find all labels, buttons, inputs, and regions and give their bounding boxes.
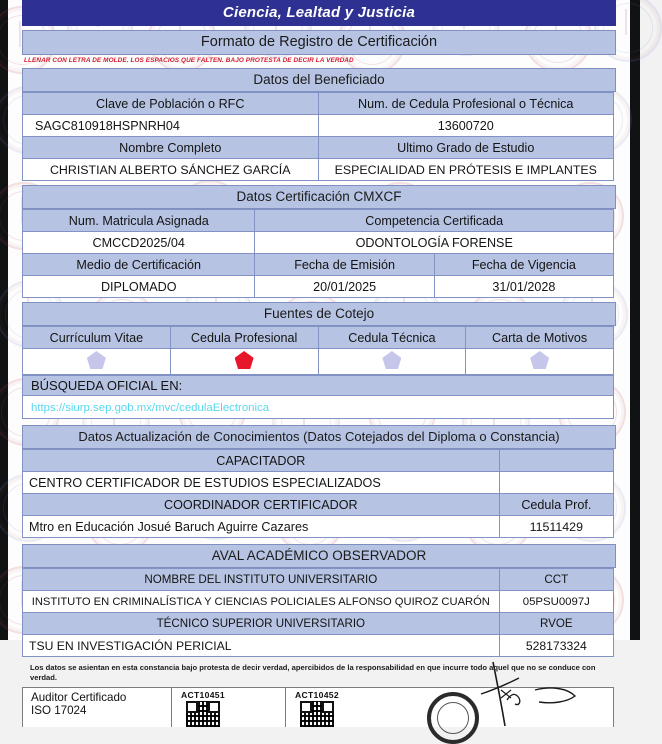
vigencia-label: Fecha de Vigencia (434, 254, 613, 276)
table-row (23, 115, 614, 137)
official-search-link[interactable]: https://siurp.sep.gob.mx/mvc/cedulaElectronica (31, 402, 270, 414)
medio-value: DIPLOMADO (23, 276, 255, 298)
table-row (23, 327, 614, 349)
beneficiary-table (22, 92, 614, 181)
source-label-0: Currículum Vitae (23, 327, 171, 349)
cct-value: 05PSU0097J (499, 591, 613, 613)
emision-label: Fecha de Emisión (255, 254, 434, 276)
degree-value: ESPECIALIDAD EN PRÓTESIS E IMPLANTES (318, 159, 614, 181)
auditor-block (31, 691, 126, 718)
pentagon-icon (382, 351, 401, 369)
footer-signature-box (22, 687, 614, 727)
emision-value: 20/01/2025 (255, 276, 434, 298)
pentagon-icon-selected (235, 351, 254, 369)
table-row (23, 137, 614, 159)
qr-label-0: ACT10451 (181, 689, 225, 700)
vigencia-value: 31/01/2028 (434, 276, 613, 298)
competencia-value: ODONTOLOGÍA FORENSE (255, 232, 614, 254)
competencia-label: Competencia Certificada (255, 210, 614, 232)
sources-table (22, 326, 614, 375)
official-url-row (22, 396, 614, 419)
table-row (23, 232, 614, 254)
cedula-value: 13600720 (318, 115, 614, 137)
table-row (23, 210, 614, 232)
table-row (23, 450, 614, 472)
table-row (23, 494, 614, 516)
knowledge-table (22, 449, 614, 538)
name-label: Nombre Completo (23, 137, 319, 159)
institution-motto: Ciencia, Lealtad y Justicia (22, 0, 616, 26)
rfc-label: Clave de Población o RFC (23, 93, 319, 115)
table-row (23, 472, 614, 494)
section-academic-title: AVAL ACADÉMICO OBSERVADOR (22, 544, 616, 568)
rfc-value: SAGC810918HSPNRH04 (23, 115, 319, 137)
section-sources-title: Fuentes de Cotejo (22, 302, 616, 326)
source-marker-cell-1[interactable] (170, 349, 318, 375)
handwritten-signature (475, 660, 605, 730)
section-beneficiary-title: Datos del Beneficiado (22, 68, 616, 92)
qr-label-1: ACT10452 (295, 689, 339, 700)
source-label-3: Carta de Motivos (466, 327, 614, 349)
capacitador-extra-header (499, 450, 613, 472)
legal-disclaimer: Los datos se asientan en esta constancia bajo protesta de decir verdad, apercibidos de la responsabilidad en que incurre todo aquel que no se conduce con verdad. (30, 663, 596, 683)
qr-code-icon (186, 701, 220, 727)
instituto-value: INSTITUTO EN CRIMINALÍSTICA Y CIENCIAS POLICIALES ALFONSO QUIROZ CUARÓN (23, 591, 500, 613)
academic-table (22, 568, 614, 657)
source-marker-cell-2[interactable] (318, 349, 466, 375)
table-row (23, 349, 614, 375)
matricula-label: Num. Matricula Asignada (23, 210, 255, 232)
coordinador-label: COORDINADOR CERTIFICADOR (23, 494, 500, 516)
degree-label: Ultimo Grado de Estudio (318, 137, 614, 159)
certificate-document (8, 0, 630, 718)
tecnico-value: TSU EN INVESTIGACIÓN PERICIAL (23, 635, 500, 657)
table-row (23, 276, 614, 298)
section-knowledge-title: Datos Actualización de Conocimientos (Datos Cotejados del Diploma o Constancia) (22, 425, 616, 449)
source-label-1: Cedula Profesional (170, 327, 318, 349)
cct-label: CCT (499, 569, 613, 591)
qr-block-1[interactable] (295, 690, 339, 727)
table-row (23, 254, 614, 276)
capacitador-label: CAPACITADOR (23, 450, 500, 472)
pentagon-icon (87, 351, 106, 369)
qr-block-0[interactable] (181, 690, 225, 727)
form-title: Formato de Registro de Certificación (22, 30, 616, 55)
table-row (23, 635, 614, 657)
cedula-label: Num. de Cedula Profesional o Técnica (318, 93, 614, 115)
tecnico-label: TÉCNICO SUPERIOR UNIVERSITARIO (23, 613, 500, 635)
medio-label: Medio de Certificación (23, 254, 255, 276)
instituto-label: NOMBRE DEL INSTITUTO UNIVERSITARIO (23, 569, 500, 591)
section-certification-title: Datos Certificación CMXCF (22, 185, 616, 209)
auditor-line-2: ISO 17024 (31, 704, 87, 718)
capacitador-extra-value (499, 472, 613, 494)
pentagon-icon (530, 351, 549, 369)
name-value: CHRISTIAN ALBERTO SÁNCHEZ GARCÍA (23, 159, 319, 181)
official-search-label: BÚSQUEDA OFICIAL EN: (22, 375, 614, 396)
rvoe-label: RVOE (499, 613, 613, 635)
auditor-line-1: Auditor Certificado (31, 690, 127, 704)
certification-table (22, 209, 614, 298)
table-row (23, 159, 614, 181)
table-row (23, 591, 614, 613)
table-row (23, 93, 614, 115)
coordinador-cedula: 11511429 (499, 516, 613, 538)
source-marker-cell-0[interactable] (23, 349, 171, 375)
fill-instruction: LLENAR CON LETRA DE MOLDE. LOS ESPACIOS QUE FALTEN. BAJO PROTESTA DE DECIR LA VERDAD (24, 57, 354, 64)
rvoe-value: 528173324 (499, 635, 613, 657)
coordinador-value: Mtro en Educación Josué Baruch Aguirre Cazares (23, 516, 500, 538)
source-marker-cell-3[interactable] (466, 349, 614, 375)
table-row (23, 516, 614, 538)
table-row (23, 569, 614, 591)
table-row (23, 613, 614, 635)
official-seal-stamp (427, 692, 479, 744)
cedula-prof-label: Cedula Prof. (499, 494, 613, 516)
matricula-value: CMCCD2025/04 (23, 232, 255, 254)
capacitador-value: CENTRO CERTIFICADOR DE ESTUDIOS ESPECIALIZADOS (23, 472, 500, 494)
source-label-2: Cedula Técnica (318, 327, 466, 349)
qr-code-icon (300, 701, 334, 727)
